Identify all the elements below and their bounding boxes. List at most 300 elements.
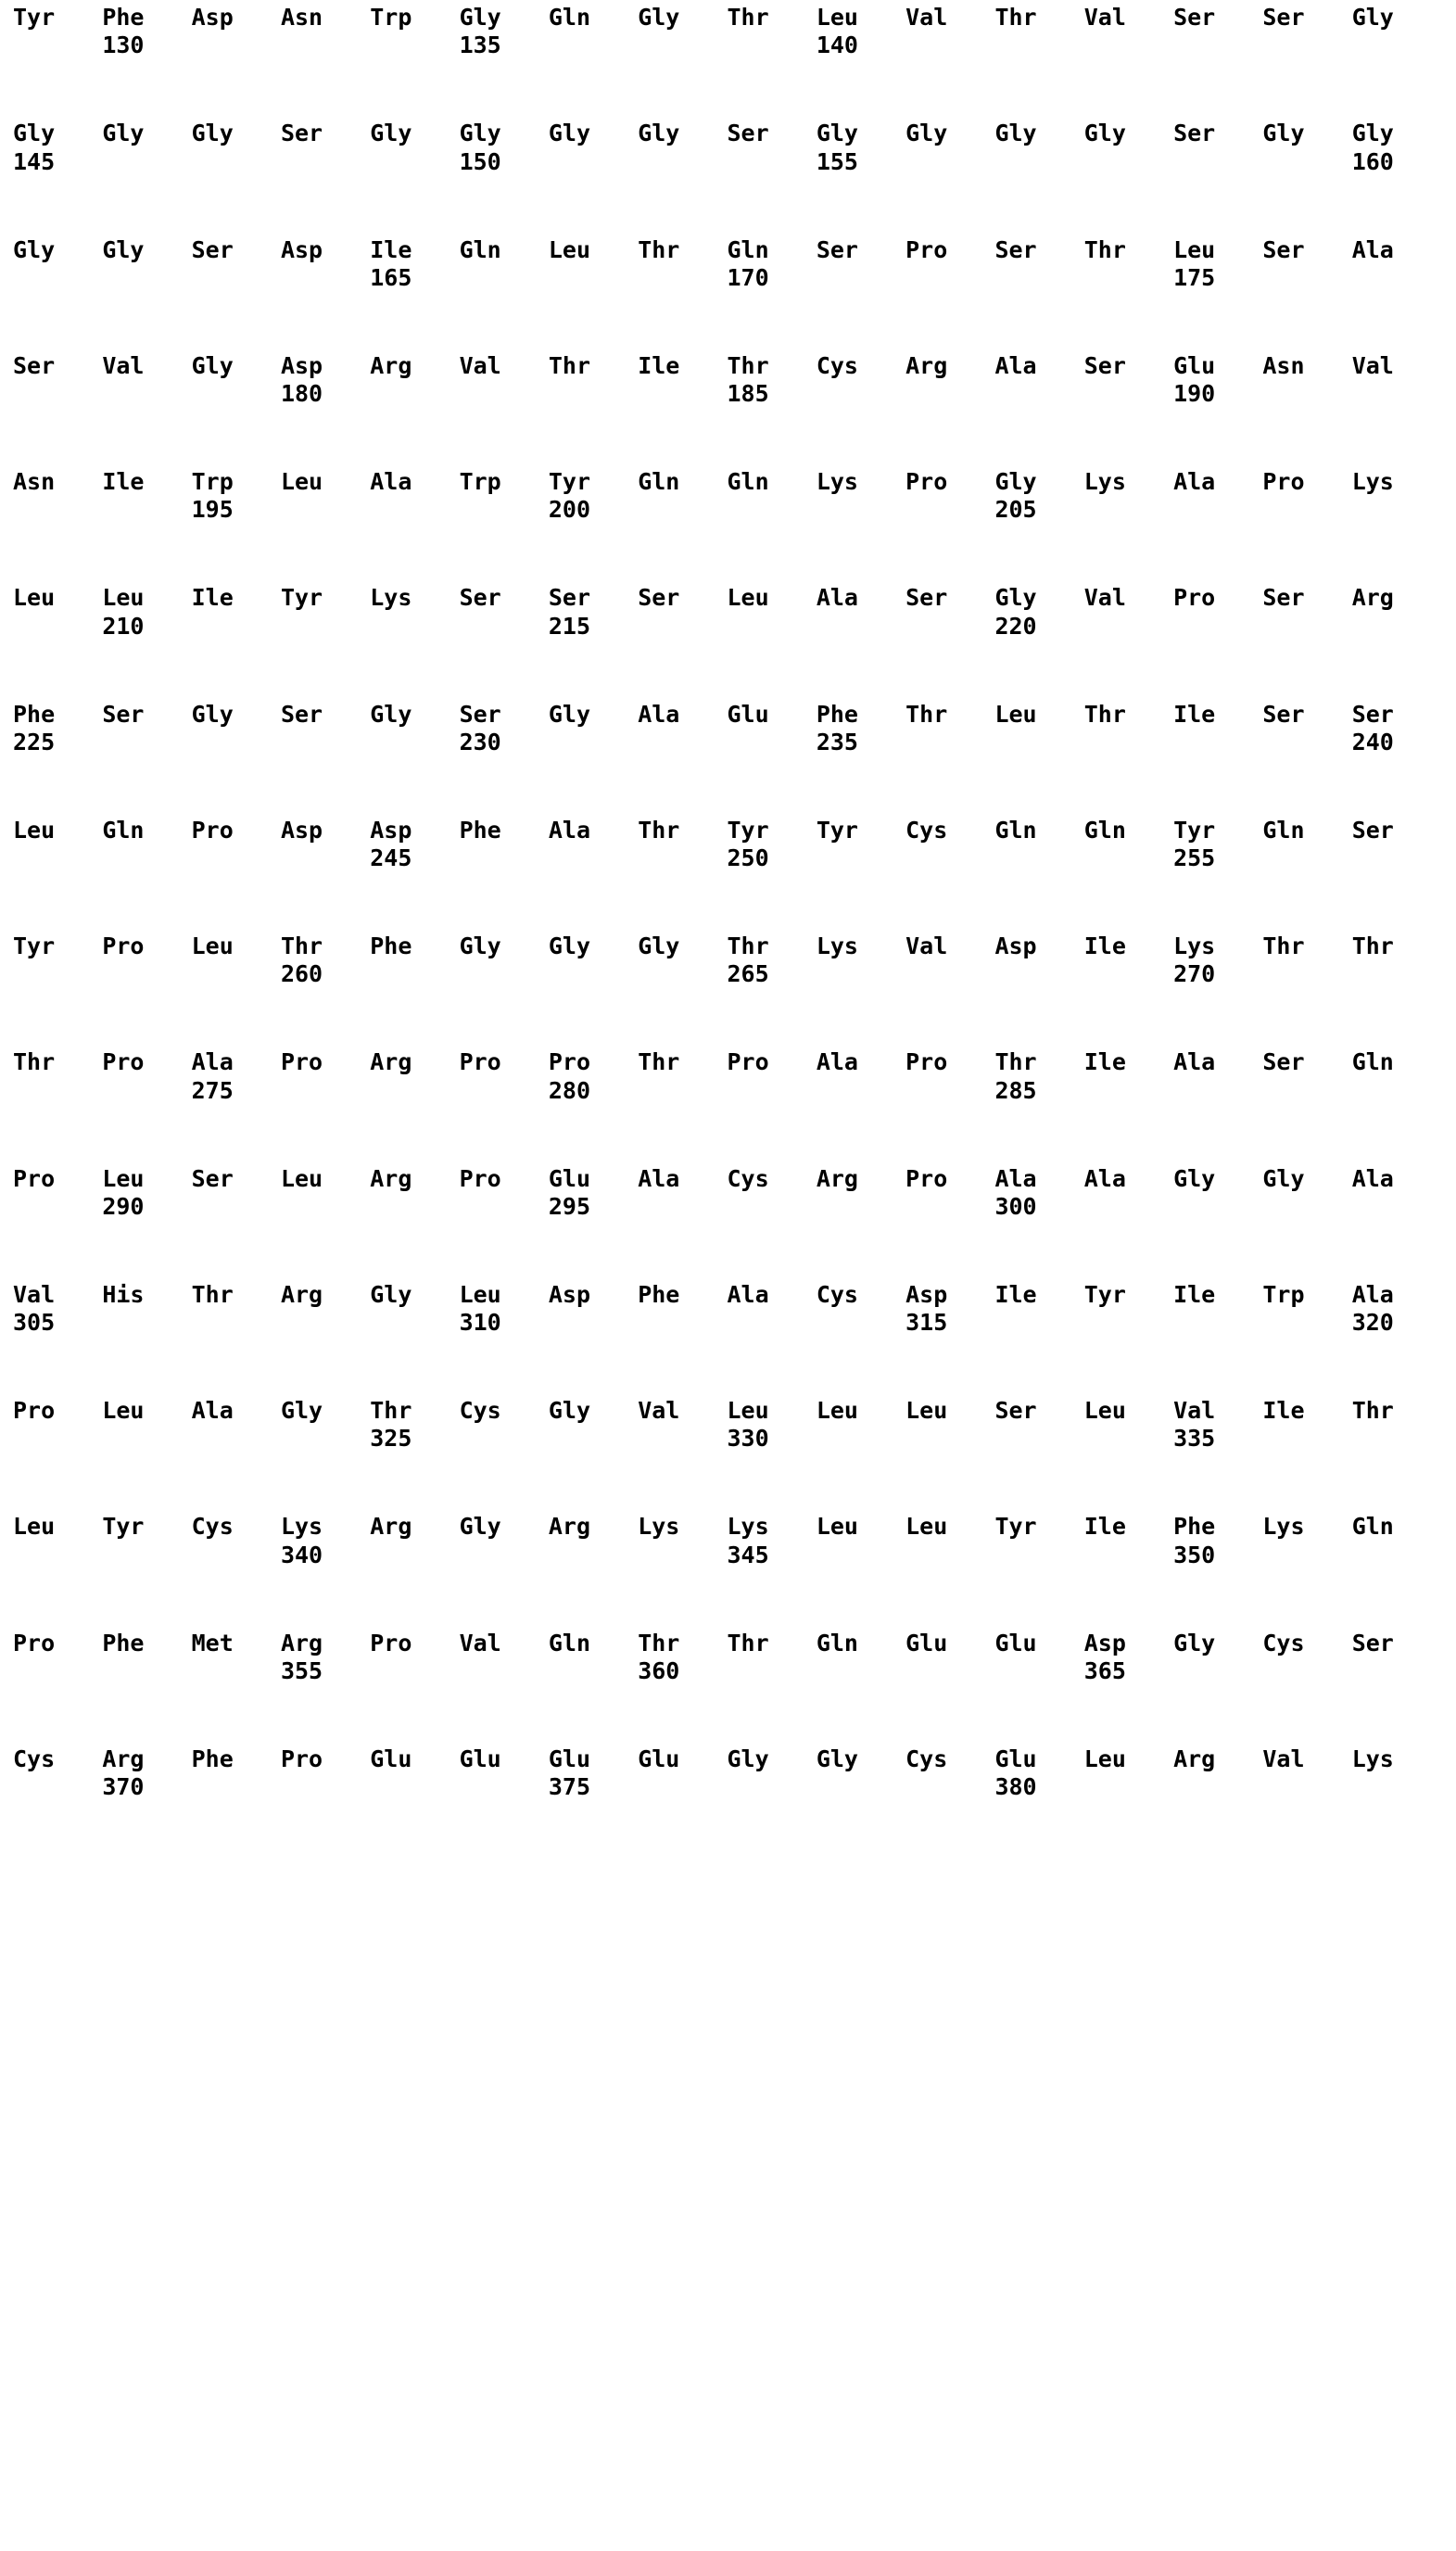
- residue-cell: Gly: [459, 1513, 501, 1541]
- position-number-row: [0, 1540, 1456, 1567]
- residue-cell: Thr: [1083, 235, 1126, 263]
- position-number-cell: [13, 611, 102, 639]
- residue-cell: Leu: [905, 1397, 948, 1424]
- sequence-block: [0, 1631, 1456, 1683]
- residue-cell: Thr: [905, 700, 948, 728]
- residue-cell: Pro: [280, 1048, 323, 1076]
- residue-cell: Asp: [280, 351, 323, 379]
- residue-cell: Ala: [638, 700, 680, 728]
- position-number-cell: 170: [727, 263, 769, 291]
- residue-cell: Ile: [102, 468, 145, 495]
- residue-cell: Asp: [994, 933, 1037, 959]
- residue-cell: Pro: [905, 1048, 948, 1076]
- residue-cell: Ser: [994, 1397, 1037, 1424]
- residue-cell: Gln: [459, 235, 501, 263]
- position-number-cell: [1173, 1075, 1262, 1103]
- residue-cell: Gly: [280, 1397, 323, 1424]
- residue-row: [0, 1164, 1456, 1192]
- position-number-cell: 215: [548, 612, 591, 640]
- residue-cell: Phe: [638, 1280, 680, 1308]
- position-number-cell: [1262, 378, 1351, 406]
- residue-cell: Arg: [102, 1745, 145, 1772]
- residue-cell: Thr: [727, 4, 769, 31]
- residue-cell: Asp: [370, 816, 412, 844]
- residue-cell: Gly: [816, 1745, 858, 1772]
- position-number-cell: [13, 958, 102, 986]
- residue-cell: Thr: [638, 816, 680, 844]
- residue-row: [0, 934, 1456, 958]
- position-number-cell: 240: [1351, 728, 1394, 755]
- position-number-cell: [1084, 30, 1173, 57]
- residue-cell: Asp: [280, 235, 323, 263]
- position-number-row: [0, 727, 1456, 755]
- position-number-cell: [1352, 1771, 1441, 1799]
- residue-cell: Gly: [191, 351, 234, 379]
- residue-cell: Gln: [548, 4, 591, 31]
- position-number-cell: 285: [994, 1076, 1037, 1104]
- residue-cell: Val: [1173, 1397, 1216, 1424]
- residue-cell: Ser: [459, 700, 501, 728]
- position-number-cell: [1262, 30, 1351, 57]
- position-number-cell: [1173, 727, 1262, 755]
- position-number-cell: 220: [994, 612, 1037, 640]
- residue-cell: Ser: [994, 235, 1037, 263]
- position-number-cell: 160: [1351, 147, 1394, 175]
- position-number-cell: [1352, 30, 1441, 57]
- residue-row: [0, 351, 1456, 379]
- residue-cell: Tyr: [727, 816, 769, 844]
- residue-cell: Gly: [638, 120, 680, 147]
- position-number-cell: [102, 146, 191, 174]
- position-number-cell: 325: [370, 1425, 412, 1453]
- position-number-cell: [460, 843, 549, 870]
- position-number-cell: [281, 727, 370, 755]
- residue-cell: Ser: [816, 235, 858, 263]
- position-number-cell: [1262, 958, 1351, 986]
- position-number-cell: 305: [13, 1309, 56, 1336]
- residue-cell: Cys: [905, 816, 948, 844]
- sequence-block: [0, 816, 1456, 871]
- position-number-cell: [1352, 843, 1441, 870]
- position-number-cell: 250: [727, 844, 769, 871]
- position-number-cell: [1173, 1191, 1262, 1219]
- position-number-cell: 175: [1173, 263, 1216, 291]
- position-number-cell: [1352, 1191, 1441, 1219]
- position-number-cell: [905, 1771, 994, 1799]
- residue-row: [0, 1515, 1456, 1539]
- residue-cell: Tyr: [1083, 1280, 1126, 1308]
- position-number-cell: [1352, 494, 1441, 522]
- position-number-cell: [192, 1540, 281, 1567]
- residue-cell: Glu: [548, 1745, 591, 1772]
- position-number-cell: [281, 1423, 370, 1451]
- residue-cell: Cys: [459, 1397, 501, 1424]
- position-number-cell: [817, 1191, 905, 1219]
- position-number-cell: 280: [548, 1076, 591, 1104]
- residue-row: [0, 6, 1456, 30]
- residue-cell: Leu: [994, 700, 1037, 728]
- position-number-cell: [905, 958, 994, 986]
- position-number-cell: [102, 262, 191, 290]
- residue-cell: Tyr: [13, 4, 56, 31]
- position-number-cell: [994, 378, 1083, 406]
- position-number-cell: [549, 1656, 638, 1683]
- position-number-cell: [638, 494, 727, 522]
- residue-cell: Asn: [1262, 351, 1305, 379]
- residue-cell: Ile: [1173, 700, 1216, 728]
- residue-cell: Gly: [1262, 1164, 1305, 1192]
- position-number-cell: [370, 1307, 459, 1335]
- residue-cell: Ala: [727, 1280, 769, 1308]
- sequence-block: [0, 1050, 1456, 1102]
- residue-cell: Gln: [994, 816, 1037, 844]
- position-number-cell: [1084, 262, 1173, 290]
- position-number-cell: [13, 378, 102, 406]
- position-number-cell: [638, 262, 727, 290]
- residue-cell: Lys: [638, 1513, 680, 1541]
- position-number-cell: [102, 378, 191, 406]
- position-number-cell: [549, 146, 638, 174]
- position-number-cell: [13, 1075, 102, 1103]
- residue-cell: Asn: [280, 4, 323, 31]
- position-number-cell: [1262, 146, 1351, 174]
- residue-cell: Lys: [280, 1513, 323, 1541]
- residue-cell: Lys: [816, 468, 858, 495]
- residue-cell: Ser: [905, 584, 948, 612]
- position-number-cell: [13, 262, 102, 290]
- sequence-block: [0, 0, 1456, 57]
- residue-cell: Thr: [727, 933, 769, 959]
- residue-cell: Gly: [638, 4, 680, 31]
- position-number-cell: [1262, 1075, 1351, 1103]
- position-number-cell: [1352, 1423, 1441, 1451]
- position-number-cell: [460, 494, 549, 522]
- position-number-cell: [905, 1075, 994, 1103]
- residue-cell: Val: [1351, 351, 1394, 379]
- position-number-cell: [102, 843, 191, 870]
- residue-cell: Ala: [370, 468, 412, 495]
- position-number-cell: [1352, 1075, 1441, 1103]
- residue-cell: Tyr: [1173, 816, 1216, 844]
- position-number-cell: [817, 494, 905, 522]
- residue-cell: Ile: [1083, 1513, 1126, 1541]
- position-number-cell: [281, 1307, 370, 1335]
- position-number-cell: [370, 1075, 459, 1103]
- residue-cell: Ser: [1262, 584, 1305, 612]
- position-number-cell: [728, 30, 817, 57]
- residue-row: [0, 1631, 1456, 1656]
- position-number-cell: [370, 30, 459, 57]
- residue-cell: Ser: [1173, 4, 1216, 31]
- residue-cell: Leu: [280, 468, 323, 495]
- position-number-cell: [728, 1656, 817, 1683]
- residue-cell: Gln: [727, 468, 769, 495]
- position-number-cell: [13, 843, 102, 870]
- residue-cell: Ala: [816, 584, 858, 612]
- residue-cell: Ala: [1351, 1164, 1394, 1192]
- position-number-cell: 355: [280, 1656, 323, 1684]
- position-number-cell: [370, 611, 459, 639]
- residue-cell: Ala: [1351, 1280, 1394, 1308]
- position-number-cell: [370, 1656, 459, 1683]
- residue-cell: Ala: [994, 1164, 1037, 1192]
- position-number-row: [0, 1307, 1456, 1335]
- residue-cell: Val: [905, 933, 948, 959]
- position-number-cell: [905, 262, 994, 290]
- position-number-cell: 335: [1173, 1425, 1216, 1453]
- position-number-cell: [1173, 1307, 1262, 1335]
- position-number-cell: [370, 494, 459, 522]
- residue-cell: Gln: [638, 468, 680, 495]
- residue-cell: Phe: [191, 1745, 234, 1772]
- position-number-cell: [638, 1771, 727, 1799]
- position-number-cell: [905, 1191, 994, 1219]
- residue-cell: Cys: [191, 1513, 234, 1541]
- position-number-cell: [370, 146, 459, 174]
- residue-cell: Val: [638, 1397, 680, 1424]
- position-number-cell: 225: [13, 728, 56, 755]
- position-number-cell: [192, 843, 281, 870]
- position-number-cell: 380: [994, 1773, 1037, 1800]
- position-number-cell: [994, 1656, 1083, 1683]
- residue-cell: Thr: [638, 235, 680, 263]
- position-number-row: [0, 1771, 1456, 1799]
- residue-cell: Gly: [994, 584, 1037, 612]
- residue-cell: Val: [1083, 4, 1126, 31]
- residue-cell: Ala: [1083, 1164, 1126, 1192]
- residue-cell: Arg: [370, 1164, 412, 1192]
- position-number-cell: [281, 262, 370, 290]
- position-number-cell: [13, 1540, 102, 1567]
- residue-cell: Leu: [905, 1513, 948, 1541]
- residue-cell: Gly: [548, 120, 591, 147]
- position-number-cell: [905, 494, 994, 522]
- position-number-cell: [1084, 1423, 1173, 1451]
- position-number-cell: [905, 727, 994, 755]
- position-number-cell: [638, 30, 727, 57]
- residue-cell: Gln: [1083, 816, 1126, 844]
- position-number-cell: [638, 1307, 727, 1335]
- residue-cell: Ser: [280, 700, 323, 728]
- residue-cell: Leu: [102, 584, 145, 612]
- residue-cell: Pro: [548, 1048, 591, 1076]
- residue-cell: Ser: [459, 584, 501, 612]
- residue-cell: Val: [459, 1629, 501, 1656]
- residue-cell: His: [102, 1280, 145, 1308]
- position-number-row: [0, 611, 1456, 639]
- residue-cell: Asp: [280, 816, 323, 844]
- position-number-cell: [102, 1540, 191, 1567]
- position-number-cell: [905, 1656, 994, 1683]
- residue-cell: Glu: [1173, 351, 1216, 379]
- position-number-cell: [728, 494, 817, 522]
- position-number-cell: [549, 958, 638, 986]
- position-number-cell: [905, 378, 994, 406]
- residue-cell: Ser: [1262, 700, 1305, 728]
- position-number-cell: [102, 1075, 191, 1103]
- position-number-row: [0, 146, 1456, 174]
- position-number-cell: [13, 1771, 102, 1799]
- position-number-cell: [1262, 727, 1351, 755]
- residue-cell: Ser: [1351, 700, 1394, 728]
- residue-cell: Phe: [102, 4, 145, 31]
- position-number-cell: [1262, 1771, 1351, 1799]
- residue-cell: Ile: [638, 351, 680, 379]
- position-number-cell: [281, 1075, 370, 1103]
- residue-cell: Ser: [1351, 816, 1394, 844]
- position-number-cell: [460, 1075, 549, 1103]
- position-number-cell: [281, 1191, 370, 1219]
- sequence-block: [0, 235, 1456, 291]
- position-number-cell: [638, 727, 727, 755]
- residue-cell: Gly: [1351, 4, 1394, 31]
- residue-cell: Gly: [102, 235, 145, 263]
- position-number-cell: 185: [727, 380, 769, 407]
- position-number-cell: [281, 146, 370, 174]
- position-number-cell: 130: [102, 32, 145, 59]
- residue-cell: Ser: [727, 120, 769, 147]
- residue-cell: Phe: [102, 1629, 145, 1656]
- residue-cell: Glu: [994, 1745, 1037, 1772]
- position-number-cell: 265: [727, 960, 769, 988]
- residue-cell: Val: [1083, 584, 1126, 612]
- residue-cell: Arg: [816, 1164, 858, 1192]
- position-number-cell: [192, 1771, 281, 1799]
- residue-cell: Ala: [638, 1164, 680, 1192]
- residue-cell: Pro: [370, 1629, 412, 1656]
- position-number-cell: [192, 146, 281, 174]
- position-number-cell: 150: [459, 147, 501, 175]
- position-number-cell: [460, 262, 549, 290]
- residue-cell: Ile: [1262, 1397, 1305, 1424]
- position-number-cell: [102, 1656, 191, 1683]
- position-number-row: [0, 30, 1456, 57]
- residue-row: [0, 470, 1456, 494]
- residue-cell: Ala: [1173, 1048, 1216, 1076]
- residue-cell: Leu: [816, 4, 858, 31]
- position-number-cell: 255: [1173, 844, 1216, 871]
- position-number-cell: 230: [459, 728, 501, 755]
- residue-cell: Glu: [370, 1745, 412, 1772]
- position-number-cell: [1084, 611, 1173, 639]
- residue-cell: Ala: [1351, 235, 1394, 263]
- position-number-cell: [102, 1423, 191, 1451]
- position-number-cell: [994, 30, 1083, 57]
- sequence-block: [0, 351, 1456, 407]
- residue-cell: Gly: [1083, 120, 1126, 147]
- residue-cell: Trp: [370, 4, 412, 31]
- position-number-cell: 165: [370, 263, 412, 291]
- residue-cell: Thr: [191, 1280, 234, 1308]
- position-number-cell: 140: [816, 32, 858, 59]
- position-number-cell: [994, 262, 1083, 290]
- residue-cell: Lys: [816, 933, 858, 959]
- position-number-cell: [638, 611, 727, 639]
- residue-cell: Trp: [1262, 1280, 1305, 1308]
- position-number-cell: 320: [1351, 1309, 1394, 1336]
- residue-cell: Cys: [1262, 1629, 1305, 1656]
- position-number-cell: 275: [191, 1076, 234, 1104]
- position-number-cell: [1084, 958, 1173, 986]
- position-number-cell: [192, 611, 281, 639]
- residue-row: [0, 235, 1456, 263]
- residue-cell: Leu: [13, 816, 56, 844]
- residue-row: [0, 816, 1456, 844]
- residue-cell: Arg: [280, 1280, 323, 1308]
- residue-cell: Gly: [548, 1397, 591, 1424]
- residue-cell: Glu: [459, 1745, 501, 1772]
- residue-cell: Thr: [994, 4, 1037, 31]
- sequence-block: [0, 586, 1456, 638]
- residue-cell: Gly: [638, 933, 680, 959]
- residue-cell: Gln: [1351, 1513, 1394, 1541]
- position-number-row: [0, 958, 1456, 986]
- residue-cell: Gly: [370, 1280, 412, 1308]
- residue-cell: Ala: [191, 1397, 234, 1424]
- residue-cell: Gly: [1351, 120, 1394, 147]
- residue-cell: Phe: [816, 700, 858, 728]
- position-number-cell: 345: [727, 1541, 769, 1568]
- position-number-cell: [1262, 1656, 1351, 1683]
- position-number-cell: [1084, 378, 1173, 406]
- position-number-cell: [638, 958, 727, 986]
- position-number-cell: [1173, 611, 1262, 639]
- residue-cell: Gly: [1262, 120, 1305, 147]
- residue-cell: Leu: [459, 1280, 501, 1308]
- residue-cell: Cys: [816, 351, 858, 379]
- residue-cell: Met: [191, 1629, 234, 1656]
- position-number-cell: [460, 1191, 549, 1219]
- position-number-cell: [281, 611, 370, 639]
- residue-cell: Leu: [280, 1164, 323, 1192]
- residue-cell: Gly: [13, 120, 56, 147]
- residue-row: [0, 700, 1456, 728]
- residue-cell: Phe: [13, 700, 56, 728]
- position-number-cell: [1262, 1307, 1351, 1335]
- residue-cell: Gly: [548, 700, 591, 728]
- residue-cell: Phe: [370, 933, 412, 959]
- position-number-cell: [192, 1191, 281, 1219]
- position-number-cell: 205: [994, 496, 1037, 524]
- position-number-cell: [192, 30, 281, 57]
- sequence-block: [0, 1280, 1456, 1336]
- position-number-row: [0, 262, 1456, 290]
- residue-cell: Leu: [816, 1397, 858, 1424]
- position-number-row: [0, 1656, 1456, 1683]
- residue-cell: Ser: [1351, 1629, 1394, 1656]
- residue-cell: Pro: [1262, 468, 1305, 495]
- residue-cell: Pro: [727, 1048, 769, 1076]
- residue-cell: Pro: [13, 1397, 56, 1424]
- position-number-cell: [905, 843, 994, 870]
- residue-row: [0, 1280, 1456, 1308]
- position-number-cell: 155: [816, 147, 858, 175]
- position-number-cell: [549, 30, 638, 57]
- residue-cell: Ser: [191, 235, 234, 263]
- residue-cell: Pro: [13, 1164, 56, 1192]
- position-number-cell: [994, 1423, 1083, 1451]
- residue-cell: Glu: [727, 700, 769, 728]
- position-number-cell: [1173, 30, 1262, 57]
- position-number-cell: [549, 1307, 638, 1335]
- residue-cell: Cys: [905, 1745, 948, 1772]
- residue-cell: Tyr: [816, 816, 858, 844]
- residue-cell: Thr: [727, 351, 769, 379]
- residue-cell: Pro: [280, 1745, 323, 1772]
- position-number-row: [0, 378, 1456, 406]
- residue-row: [0, 1399, 1456, 1423]
- position-number-cell: [370, 1540, 459, 1567]
